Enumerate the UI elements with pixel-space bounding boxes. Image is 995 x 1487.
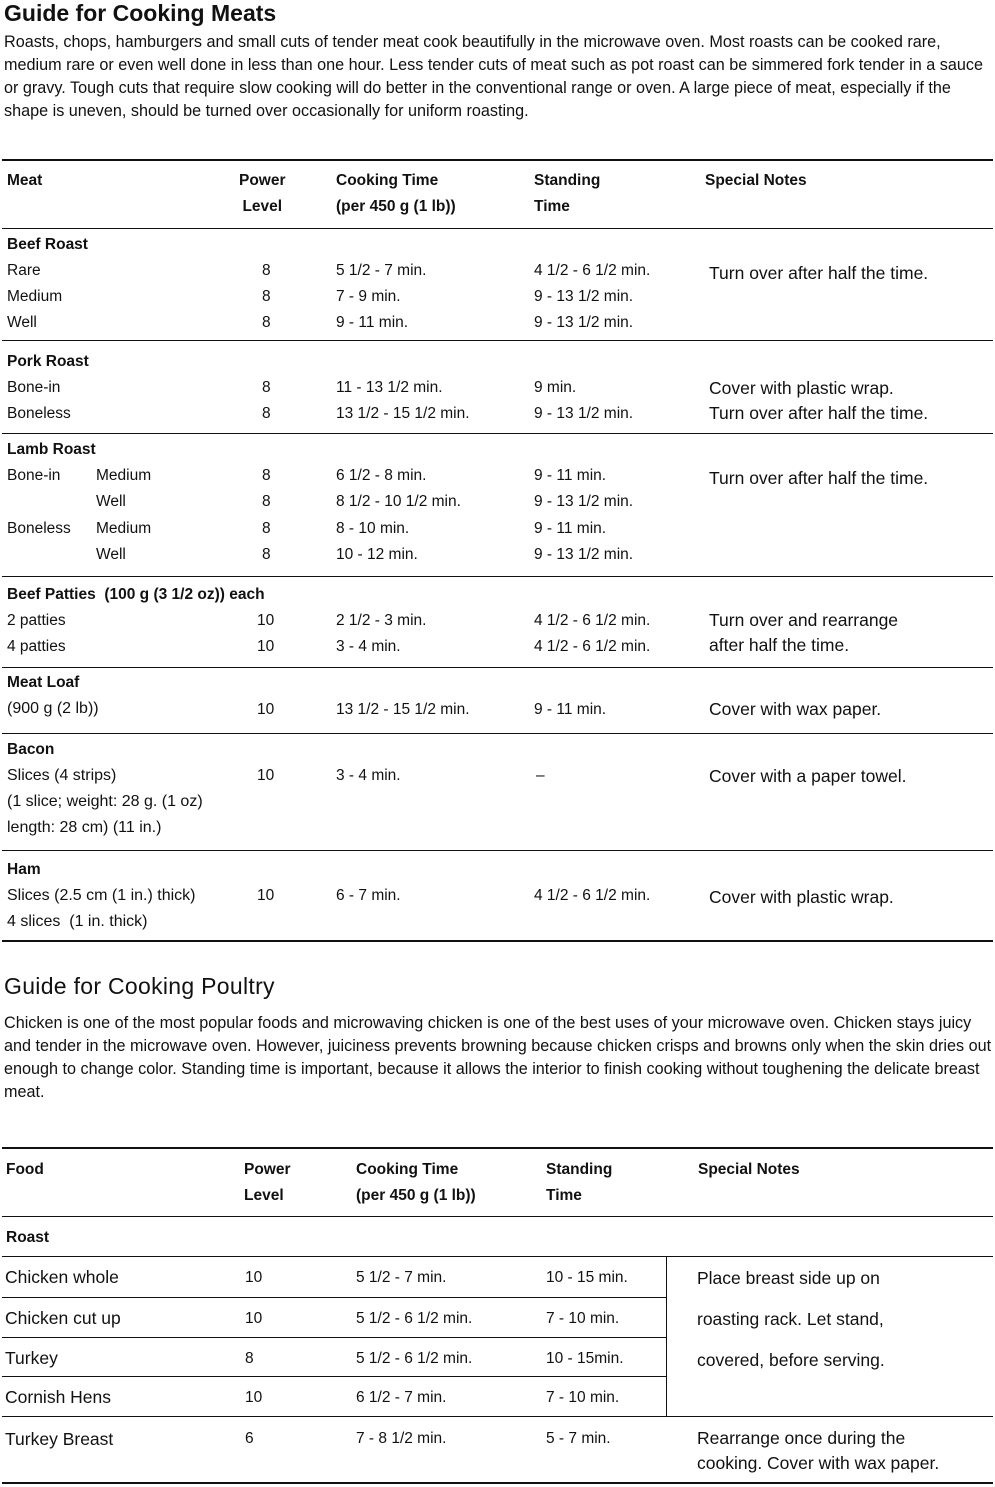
table-cell: 10 - 15min. bbox=[546, 1350, 624, 1367]
table-cell: 9 - 13 1/2 min. bbox=[534, 288, 634, 305]
table-cell: 8 bbox=[262, 262, 271, 279]
table-cell: 9 min. bbox=[534, 379, 577, 396]
row-divider bbox=[2, 850, 993, 851]
table-cell: Boneless bbox=[7, 405, 71, 422]
poultry-header-food: Food bbox=[6, 1161, 44, 1178]
table-cell: 8 bbox=[262, 379, 271, 396]
table-cell: 7 - 10 min. bbox=[546, 1389, 620, 1406]
meats-header-special-notes: Special Notes bbox=[705, 172, 807, 189]
table-cell: 9 - 11 min. bbox=[534, 467, 607, 484]
note-beef-patties-1: Turn over and rearrange bbox=[709, 610, 899, 630]
table-cell: (900 g (2 lb)) bbox=[7, 700, 99, 717]
table-cell: 2 patties bbox=[7, 612, 66, 629]
table-cell: 7 - 9 min. bbox=[336, 288, 401, 305]
table-cell: 9 - 11 min. bbox=[534, 701, 607, 718]
note-roast-3: covered, before serving. bbox=[697, 1350, 885, 1370]
table-cell: 9 - 11 min. bbox=[336, 314, 409, 331]
table-cell: Medium bbox=[96, 520, 152, 537]
table-cell: (1 slice; weight: 28 g. (1 oz) bbox=[7, 793, 203, 810]
table-cell: 8 bbox=[262, 314, 271, 331]
table-cell: 4 1/2 - 6 1/2 min. bbox=[534, 612, 651, 629]
table-cell: 4 1/2 - 6 1/2 min. bbox=[534, 262, 651, 279]
note-turkey-breast-2: cooking. Cover with wax paper. bbox=[697, 1453, 940, 1473]
table-cell: 6 1/2 - 8 min. bbox=[336, 467, 427, 484]
table-cell: 10 - 12 min. bbox=[336, 546, 418, 563]
table-cell: 4 1/2 - 6 1/2 min. bbox=[534, 638, 651, 655]
table-cell: Turkey Breast bbox=[5, 1429, 114, 1449]
poultry-header-standing-time: Standing Time bbox=[546, 1161, 613, 1204]
meats-table-bottom-rule bbox=[2, 940, 993, 942]
row-divider bbox=[2, 1337, 666, 1338]
table-cell: 10 - 15 min. bbox=[546, 1269, 628, 1286]
group-title-meat-loaf: Meat Loaf bbox=[7, 674, 80, 691]
table-cell: 10 bbox=[245, 1310, 263, 1327]
table-cell: 5 1/2 - 7 min. bbox=[336, 262, 427, 279]
table-cell: Medium bbox=[7, 288, 63, 305]
table-cell: 9 - 13 1/2 min. bbox=[534, 546, 634, 563]
table-cell: Well bbox=[96, 493, 126, 510]
row-divider bbox=[2, 1376, 666, 1377]
table-cell: 6 - 7 min. bbox=[336, 887, 401, 904]
row-divider bbox=[2, 433, 993, 434]
table-cell: 8 bbox=[262, 546, 271, 563]
table-cell: 5 - 7 min. bbox=[546, 1430, 611, 1447]
group-title-roast: Roast bbox=[6, 1229, 50, 1246]
table-cell: 2 1/2 - 3 min. bbox=[336, 612, 427, 629]
table-cell: 11 - 13 1/2 min. bbox=[336, 379, 443, 396]
row-divider bbox=[2, 1297, 666, 1298]
table-cell: 10 bbox=[257, 612, 275, 629]
table-cell: Well bbox=[7, 314, 37, 331]
note-bacon: Cover with a paper towel. bbox=[709, 766, 907, 786]
table-cell: 10 bbox=[257, 767, 275, 784]
table-cell: 3 - 4 min. bbox=[336, 638, 401, 655]
note-meat-loaf: Cover with wax paper. bbox=[709, 699, 882, 719]
table-cell: 8 - 10 min. bbox=[336, 520, 410, 537]
note-beef-patties-2: after half the time. bbox=[709, 635, 850, 655]
table-cell: 4 slices (1 in. thick) bbox=[7, 913, 148, 930]
table-cell: 8 bbox=[262, 405, 271, 422]
table-cell: Rare bbox=[7, 262, 41, 279]
note-beef-roast: Turn over after half the time. bbox=[709, 263, 929, 283]
table-cell: Well bbox=[96, 546, 126, 563]
row-divider bbox=[2, 576, 993, 577]
table-cell: 9 - 13 1/2 min. bbox=[534, 314, 634, 331]
meats-table-top-rule bbox=[2, 159, 993, 161]
table-cell: Medium bbox=[96, 467, 152, 484]
table-cell: 8 bbox=[262, 520, 271, 537]
group-title-ham: Ham bbox=[7, 861, 41, 878]
table-cell: 8 bbox=[262, 493, 271, 510]
meats-header-rule bbox=[2, 228, 993, 229]
table-cell: Cornish Hens bbox=[5, 1387, 112, 1407]
meats-header-standing-time: Standing Time bbox=[534, 172, 601, 215]
table-cell: 6 bbox=[245, 1430, 254, 1447]
table-cell: 10 bbox=[257, 887, 275, 904]
notes-column-divider bbox=[666, 1256, 667, 1416]
table-cell: – bbox=[536, 767, 545, 784]
table-cell: 8 bbox=[245, 1350, 254, 1367]
poultry-header-cooking-time: Cooking Time (per 450 g (1 lb)) bbox=[356, 1161, 476, 1204]
note-roast-1: Place breast side up on bbox=[697, 1268, 880, 1288]
table-cell: 9 - 13 1/2 min. bbox=[534, 493, 634, 510]
table-cell: Slices (4 strips) bbox=[7, 767, 117, 784]
meats-intro: Roasts, chops, hamburgers and small cuts of tender meat cook beautifully in the microwave oven. Most roasts can be cooked rare, medium rare or even well done in less than one hour. Less tender cuts of meat such as pot roast can be simmered fork tender in a sauce or gravy. Tough cuts that require slow cooking will do better in the conventional range or oven. A large piece of meat, especially if the shape is uneven, should be turned over occasionally for uniform roasting. bbox=[4, 33, 983, 120]
table-cell: 7 - 10 min. bbox=[546, 1310, 620, 1327]
table-cell: Chicken whole bbox=[5, 1267, 119, 1287]
note-pork-roast-2: Turn over after half the time. bbox=[709, 403, 929, 423]
poultry-header-power: Power Level bbox=[244, 1161, 291, 1204]
table-cell: 10 bbox=[245, 1389, 263, 1406]
group-title-pork-roast: Pork Roast bbox=[7, 353, 89, 370]
table-cell: 10 bbox=[245, 1269, 263, 1286]
poultry-table-bottom-rule bbox=[2, 1482, 993, 1484]
meats-header-meat: Meat bbox=[7, 172, 43, 189]
table-cell: 4 1/2 - 6 1/2 min. bbox=[534, 887, 651, 904]
row-divider bbox=[2, 667, 993, 668]
table-cell: 5 1/2 - 6 1/2 min. bbox=[356, 1350, 473, 1367]
note-pork-roast-1: Cover with plastic wrap. bbox=[709, 378, 894, 398]
note-lamb-roast: Turn over after half the time. bbox=[709, 468, 929, 488]
table-cell: 9 - 13 1/2 min. bbox=[534, 405, 634, 422]
table-cell: Chicken cut up bbox=[5, 1308, 121, 1328]
table-cell: Boneless bbox=[7, 520, 71, 537]
row-divider bbox=[2, 1256, 993, 1257]
table-cell: 13 1/2 - 15 1/2 min. bbox=[336, 701, 470, 718]
table-cell: 9 - 11 min. bbox=[534, 520, 607, 537]
note-turkey-breast-1: Rearrange once during the bbox=[697, 1428, 906, 1448]
table-cell: Slices (2.5 cm (1 in.) thick) bbox=[7, 887, 196, 904]
group-title-bacon: Bacon bbox=[7, 741, 55, 758]
group-title-lamb-roast: Lamb Roast bbox=[7, 441, 96, 458]
meats-title: Guide for Cooking Meats bbox=[4, 0, 277, 26]
table-cell: length: 28 cm) (11 in.) bbox=[7, 819, 162, 836]
table-cell: 8 bbox=[262, 467, 271, 484]
table-cell: 8 1/2 - 10 1/2 min. bbox=[336, 493, 461, 510]
poultry-header-special-notes: Special Notes bbox=[698, 1161, 800, 1178]
group-title-beef-patties: Beef Patties (100 g (3 1/2 oz)) each bbox=[7, 586, 265, 603]
table-cell: Turkey bbox=[5, 1348, 58, 1368]
poultry-intro: Chicken is one of the most popular foods and microwaving chicken is one of the best uses of your microwave oven. Chicken stays juicy and tender in the microwave oven. However, juiciness prevents browning because chicken crisps and browns only when the skin dries out enough to change color. Standing time is important, because it allows the interior to finish cooking without toughening the delicate breast meat. bbox=[4, 1014, 992, 1101]
table-cell: 6 1/2 - 7 min. bbox=[356, 1389, 447, 1406]
note-roast-2: roasting rack. Let stand, bbox=[697, 1309, 884, 1329]
meats-header-cooking-time: Cooking Time (per 450 g (1 lb)) bbox=[336, 172, 456, 215]
table-cell: 8 bbox=[262, 288, 271, 305]
table-cell: 3 - 4 min. bbox=[336, 767, 401, 784]
row-divider bbox=[2, 340, 993, 341]
table-cell: Bone-in bbox=[7, 379, 61, 396]
table-cell: 10 bbox=[257, 638, 275, 655]
table-cell: Bone-in bbox=[7, 467, 61, 484]
table-cell: 7 - 8 1/2 min. bbox=[356, 1430, 447, 1447]
group-title-beef-roast: Beef Roast bbox=[7, 236, 88, 253]
row-divider bbox=[2, 1416, 993, 1417]
table-cell: 10 bbox=[257, 701, 275, 718]
note-ham: Cover with plastic wrap. bbox=[709, 887, 894, 907]
table-cell: 5 1/2 - 6 1/2 min. bbox=[356, 1310, 473, 1327]
poultry-title: Guide for Cooking Poultry bbox=[4, 973, 275, 999]
table-cell: 5 1/2 - 7 min. bbox=[356, 1269, 447, 1286]
row-divider bbox=[2, 733, 993, 734]
table-cell: 4 patties bbox=[7, 638, 66, 655]
poultry-header-rule bbox=[2, 1216, 993, 1217]
meats-header-power: Power Level bbox=[239, 172, 286, 215]
poultry-table-top-rule bbox=[2, 1147, 993, 1149]
table-cell: 13 1/2 - 15 1/2 min. bbox=[336, 405, 470, 422]
